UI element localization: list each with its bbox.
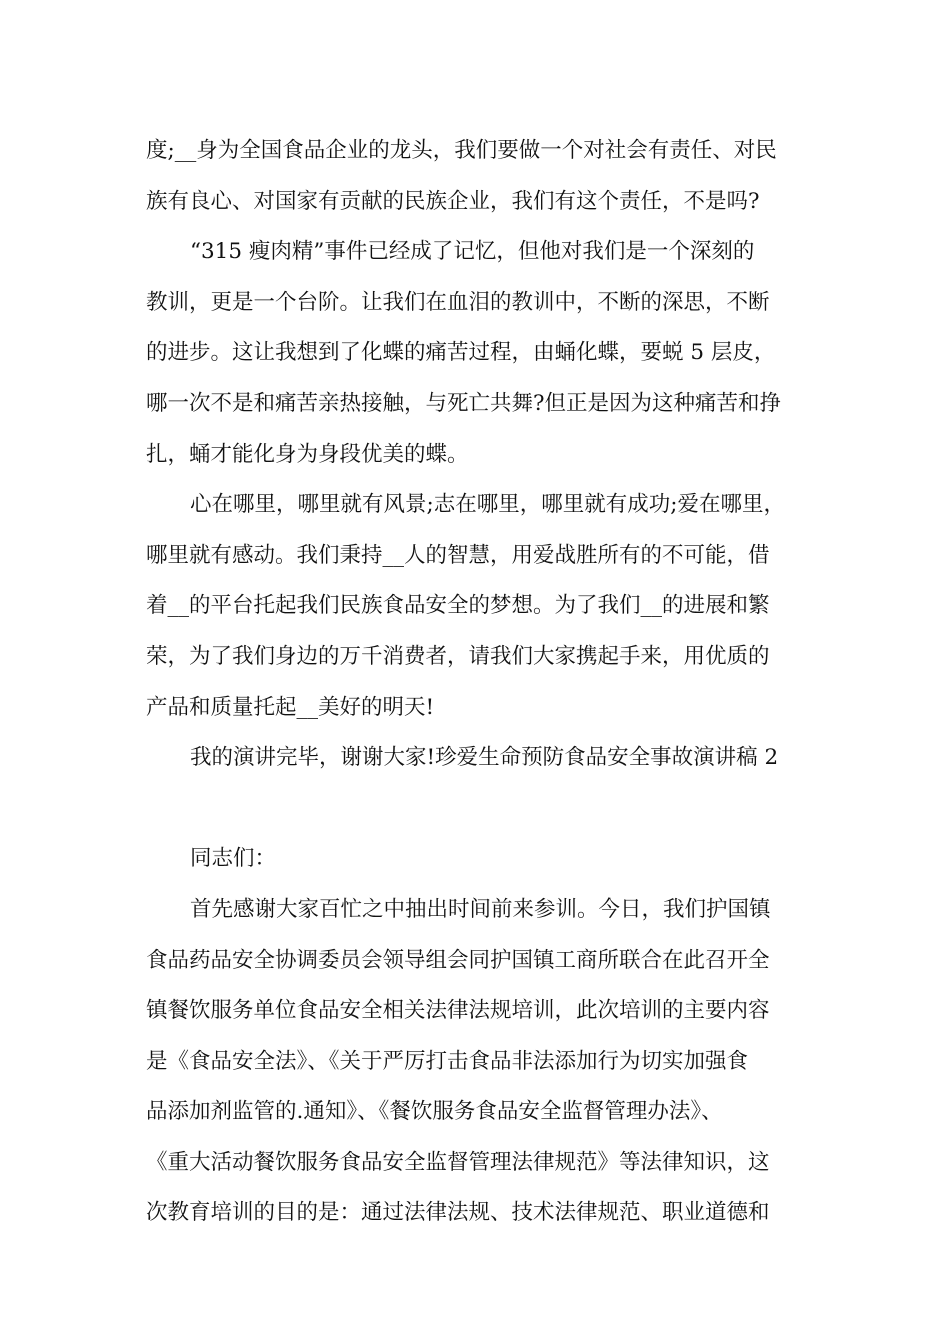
paragraph-start-line: 首先感谢大家百忙之中抽出时间前来参训。今日，我们护国镇 [190,896,771,922]
text-line: 次教育培训的目的是：通过法律法规、技术法律规范、职业道德和 [146,1200,770,1226]
text-line: 的进步。这让我想到了化蝶的痛苦过程，由蛹化蝶，要蜕 5 层皮， [146,340,776,366]
text-line: 镇餐饮服务单位食品安全相关法律法规培训，此次培训的主要内容 [146,998,770,1024]
text-line: 扎，蛹才能化身为身段优美的蝶。 [146,441,469,467]
salutation-line: 同志们： [190,846,277,872]
text-line: 度;__身为全国食品企业的龙头，我们要做一个对社会有责任、对民 [146,138,777,163]
text-line: 哪里就有感动。我们秉持__人的智慧，用爱战胜所有的不可能，借 [146,542,770,568]
text-line: 产品和质量托起__美好的明天! [146,694,435,720]
text-line: 食品药品安全协调委员会领导组会同护国镇工商所联合在此召开全 [146,947,770,973]
paragraph-start-line: 心在哪里，哪里就有风景;志在哪里，哪里就有成功;爱在哪里， [190,492,785,518]
paragraph-gap [146,784,816,835]
text-line: 族有良心、对国家有贡献的民族企业，我们有这个责任，不是吗? [146,188,760,214]
paragraph-start-line: “315 瘦肉精”事件已经成了记忆，但他对我们是一个深刻的 [190,239,755,265]
text-line: 哪一次不是和痛苦亲热接触，与死亡共舞?但正是因为这种痛苦和挣 [146,390,782,416]
text-line: 品添加剂监管的.通知》、《餐饮服务食品安全监督管理办法》、 [146,1099,723,1125]
text-line: 是《食品安全法》、《关于严厉打击食品非法添加行为切实加强食 [146,1048,749,1074]
document-body [146,126,816,1239]
text-line: 教训，更是一个台阶。让我们在血泪的教训中，不断的深思，不断 [146,289,770,315]
paragraph-start-line: 我的演讲完毕，谢谢大家!珍爱生命预防食品安全事故演讲稿 2 [190,745,779,771]
text-line: 着__的平台托起我们民族食品安全的梦想。为了我们__的进展和繁 [146,593,770,619]
text-line: 《重大活动餐饮服务食品安全监督管理法律规范》等法律知识，这 [146,1149,770,1175]
text-line: 荣，为了我们身边的万千消费者，请我们大家携起手来，用优质的 [146,643,770,669]
